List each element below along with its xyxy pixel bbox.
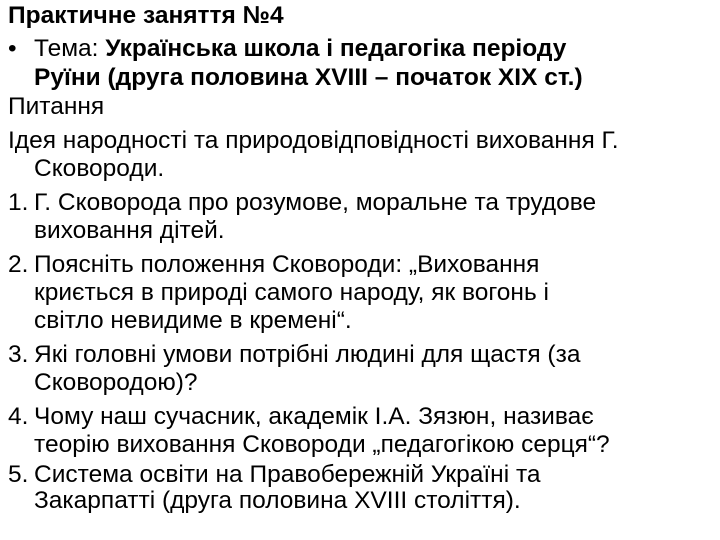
question-number: 4. <box>8 403 29 430</box>
topic-line-1 <box>34 34 566 63</box>
question-line: криється в природі самого народу, як вогонь і <box>34 279 549 306</box>
question-line: Система освіти на Правобережній Україні та <box>34 461 541 488</box>
question-line: Які головні умови потрібні людині для щастя (за <box>34 341 581 368</box>
question-2 <box>8 250 539 279</box>
question-4 <box>8 402 594 431</box>
question-line: Г. Сковорода про розумове, моральне та трудове <box>34 189 597 216</box>
idea-line-2: Сковороди. <box>34 155 165 182</box>
question-number: 5. <box>8 461 29 488</box>
question-line: Чому наш сучасник, академік І.А. Зязюн, називає <box>34 403 594 430</box>
question-5 <box>8 460 541 489</box>
question-line: теорію виховання Сковороди „педагогікою серця“? <box>34 431 610 458</box>
topic-text-1: Українська школа і педагогіка періоду <box>105 35 567 62</box>
question-line: світло невидиме в кремені“. <box>34 307 352 334</box>
question-number: 3. <box>8 341 29 368</box>
questions-heading: Питання <box>8 93 105 120</box>
question-number: 2. <box>8 251 29 278</box>
topic-label: Тема: <box>34 35 99 62</box>
question-line: Сковородою)? <box>34 369 198 396</box>
question-line: Закарпатті (друга половина XVIII століття). <box>34 487 521 514</box>
question-3 <box>8 340 580 369</box>
question-line: Поясніть положення Сковороди: „Виховання <box>34 251 540 278</box>
idea-line-1: Ідея народності та природовідповідності виховання Г. <box>8 127 619 154</box>
question-line: виховання дітей. <box>34 217 225 244</box>
question-number: 1. <box>8 189 29 216</box>
bullet-icon: • <box>8 35 17 62</box>
topic-text-2: Руїни (друга половина XVIII – початок XIX ст.) <box>34 64 583 91</box>
slide-title: Практичне заняття №4 <box>8 2 284 29</box>
question-1 <box>8 188 596 217</box>
